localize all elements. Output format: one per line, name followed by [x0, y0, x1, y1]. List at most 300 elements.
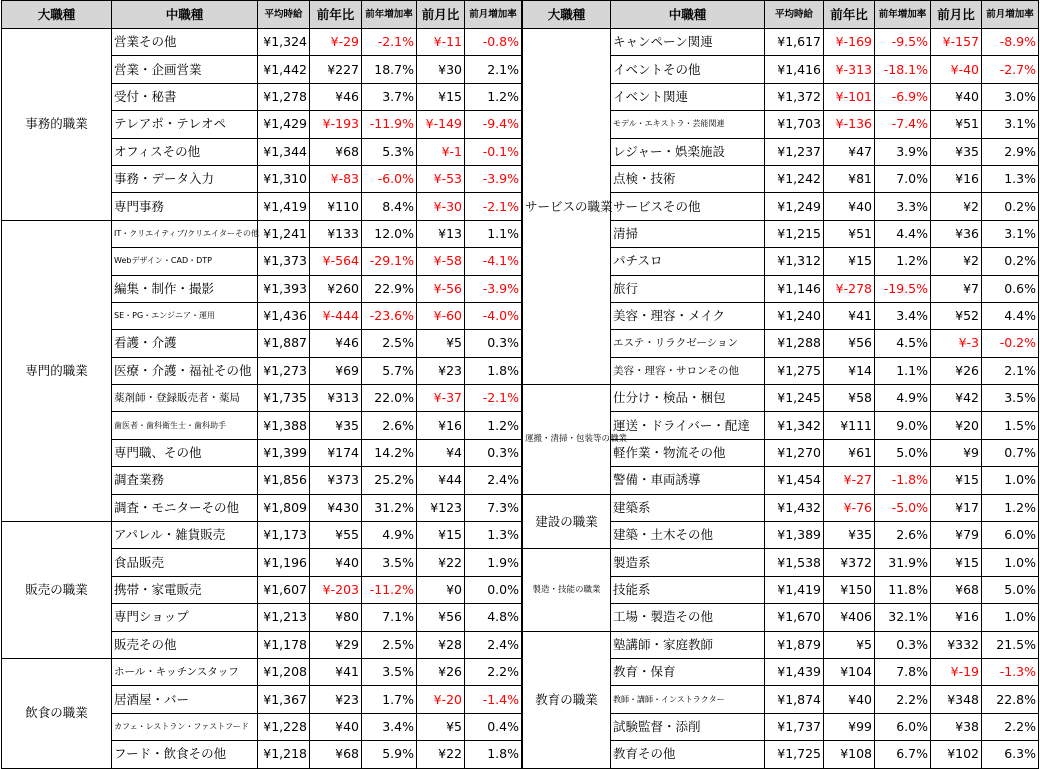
mom-diff-cell[interactable]: ¥36	[931, 220, 982, 247]
yoy-rate-cell[interactable]: 3.5%	[362, 549, 417, 576]
yoy-diff-cell[interactable]: ¥-83	[310, 165, 362, 192]
yoy-diff-cell[interactable]: ¥260	[310, 275, 362, 302]
avg-wage-cell[interactable]: ¥1,389	[765, 522, 824, 549]
mom-rate-cell[interactable]: 3.5%	[982, 385, 1039, 412]
avg-wage-cell[interactable]: ¥1,249	[765, 193, 824, 220]
minor-category-cell[interactable]: 運送・ドライバー・配達	[611, 412, 765, 439]
mom-rate-cell[interactable]: 1.0%	[982, 467, 1039, 494]
minor-category-cell[interactable]: カフェ・レストラン・ファストフード	[112, 713, 258, 740]
minor-category-cell[interactable]: 医療・介護・福祉その他	[112, 357, 258, 384]
yoy-diff-cell[interactable]: ¥68	[310, 138, 362, 165]
avg-wage-cell[interactable]: ¥1,419	[765, 576, 824, 603]
avg-wage-cell[interactable]: ¥1,344	[258, 138, 310, 165]
mom-diff-cell[interactable]: ¥348	[931, 686, 982, 713]
avg-wage-cell[interactable]: ¥1,367	[258, 686, 310, 713]
mom-diff-cell[interactable]: ¥79	[931, 522, 982, 549]
minor-category-cell[interactable]: オフィスその他	[112, 138, 258, 165]
yoy-diff-cell[interactable]: ¥-278	[824, 275, 875, 302]
minor-category-cell[interactable]: 専門事務	[112, 193, 258, 220]
avg-wage-cell[interactable]: ¥1,725	[765, 741, 824, 768]
yoy-diff-cell[interactable]: ¥430	[310, 494, 362, 521]
avg-wage-cell[interactable]: ¥1,856	[258, 467, 310, 494]
yoy-diff-cell[interactable]: ¥-169	[824, 29, 875, 56]
mom-rate-cell[interactable]: 0.3%	[465, 439, 522, 466]
yoy-diff-cell[interactable]: ¥23	[310, 686, 362, 713]
yoy-rate-cell[interactable]: 3.4%	[875, 302, 931, 329]
mom-diff-cell[interactable]: ¥15	[931, 467, 982, 494]
col-header-yoy-rate[interactable]: 前年増加率	[875, 1, 931, 29]
mom-diff-cell[interactable]: ¥2	[931, 193, 982, 220]
mom-diff-cell[interactable]: ¥123	[417, 494, 465, 521]
mom-diff-cell[interactable]: ¥-19	[931, 658, 982, 685]
yoy-rate-cell[interactable]: 9.0%	[875, 412, 931, 439]
mom-diff-cell[interactable]: ¥15	[417, 522, 465, 549]
avg-wage-cell[interactable]: ¥1,372	[765, 83, 824, 110]
avg-wage-cell[interactable]: ¥1,310	[258, 165, 310, 192]
yoy-diff-cell[interactable]: ¥40	[824, 686, 875, 713]
yoy-rate-cell[interactable]: -11.2%	[362, 576, 417, 603]
mom-rate-cell[interactable]: 0.7%	[982, 439, 1039, 466]
minor-category-cell[interactable]: 塾講師・家庭教師	[611, 631, 765, 658]
avg-wage-cell[interactable]: ¥1,278	[258, 83, 310, 110]
yoy-diff-cell[interactable]: ¥-564	[310, 248, 362, 275]
mom-rate-cell[interactable]: 6.0%	[982, 522, 1039, 549]
mom-diff-cell[interactable]: ¥-37	[417, 385, 465, 412]
yoy-diff-cell[interactable]: ¥15	[824, 248, 875, 275]
mom-rate-cell[interactable]: 4.4%	[982, 302, 1039, 329]
mom-diff-cell[interactable]: ¥-30	[417, 193, 465, 220]
avg-wage-cell[interactable]: ¥1,607	[258, 576, 310, 603]
mom-rate-cell[interactable]: -3.9%	[465, 165, 522, 192]
minor-category-cell[interactable]: 清掃	[611, 220, 765, 247]
minor-category-cell[interactable]: Webデザイン・CAD・DTP	[112, 248, 258, 275]
yoy-rate-cell[interactable]: 22.0%	[362, 385, 417, 412]
col-header-major[interactable]: 大職種	[2, 1, 112, 29]
mom-rate-cell[interactable]: 2.2%	[982, 713, 1039, 740]
mom-rate-cell[interactable]: 1.0%	[982, 549, 1039, 576]
mom-rate-cell[interactable]: 1.2%	[982, 494, 1039, 521]
yoy-diff-cell[interactable]: ¥227	[310, 56, 362, 83]
yoy-rate-cell[interactable]: 6.0%	[875, 713, 931, 740]
mom-rate-cell[interactable]: -2.1%	[465, 385, 522, 412]
mom-diff-cell[interactable]: ¥332	[931, 631, 982, 658]
yoy-rate-cell[interactable]: 8.4%	[362, 193, 417, 220]
mom-diff-cell[interactable]: ¥51	[931, 111, 982, 138]
yoy-rate-cell[interactable]: 4.9%	[875, 385, 931, 412]
minor-category-cell[interactable]: 教師・講師・インストラクター	[611, 686, 765, 713]
yoy-diff-cell[interactable]: ¥-313	[824, 56, 875, 83]
minor-category-cell[interactable]: 販売その他	[112, 631, 258, 658]
major-category-cell[interactable]: 専門的職業	[2, 220, 112, 521]
avg-wage-cell[interactable]: ¥1,178	[258, 631, 310, 658]
yoy-diff-cell[interactable]: ¥5	[824, 631, 875, 658]
minor-category-cell[interactable]: 仕分け・検品・梱包	[611, 385, 765, 412]
yoy-rate-cell[interactable]: 1.7%	[362, 686, 417, 713]
col-header-mom-rate[interactable]: 前月増加率	[465, 1, 522, 29]
minor-category-cell[interactable]: 事務・データ入力	[112, 165, 258, 192]
mom-rate-cell[interactable]: 2.1%	[982, 357, 1039, 384]
minor-category-cell[interactable]: キャンペーン関連	[611, 29, 765, 56]
minor-category-cell[interactable]: SE・PG・エンジニア・運用	[112, 302, 258, 329]
major-category-cell[interactable]: 飲食の職業	[2, 658, 112, 768]
avg-wage-cell[interactable]: ¥1,399	[258, 439, 310, 466]
minor-category-cell[interactable]: サービスその他	[611, 193, 765, 220]
mom-diff-cell[interactable]: ¥-40	[931, 56, 982, 83]
mom-diff-cell[interactable]: ¥35	[931, 138, 982, 165]
avg-wage-cell[interactable]: ¥1,312	[765, 248, 824, 275]
yoy-diff-cell[interactable]: ¥46	[310, 83, 362, 110]
yoy-rate-cell[interactable]: 4.9%	[362, 522, 417, 549]
mom-diff-cell[interactable]: ¥-20	[417, 686, 465, 713]
minor-category-cell[interactable]: 教育その他	[611, 741, 765, 768]
mom-diff-cell[interactable]: ¥4	[417, 439, 465, 466]
mom-rate-cell[interactable]: -0.1%	[465, 138, 522, 165]
yoy-diff-cell[interactable]: ¥174	[310, 439, 362, 466]
yoy-diff-cell[interactable]: ¥68	[310, 741, 362, 768]
mom-rate-cell[interactable]: -0.8%	[465, 29, 522, 56]
major-category-cell[interactable]: 運搬・清掃・包装等の職業	[523, 385, 611, 495]
yoy-diff-cell[interactable]: ¥29	[310, 631, 362, 658]
mom-rate-cell[interactable]: 0.2%	[982, 193, 1039, 220]
yoy-rate-cell[interactable]: -23.6%	[362, 302, 417, 329]
minor-category-cell[interactable]: 看護・介護	[112, 330, 258, 357]
yoy-diff-cell[interactable]: ¥35	[824, 522, 875, 549]
mom-rate-cell[interactable]: 7.3%	[465, 494, 522, 521]
mom-rate-cell[interactable]: 6.3%	[982, 741, 1039, 768]
mom-rate-cell[interactable]: 4.8%	[465, 604, 522, 631]
col-header-mom[interactable]: 前月比	[931, 1, 982, 29]
minor-category-cell[interactable]: 専門ショップ	[112, 604, 258, 631]
yoy-rate-cell[interactable]: -7.4%	[875, 111, 931, 138]
mom-diff-cell[interactable]: ¥-157	[931, 29, 982, 56]
mom-rate-cell[interactable]: 1.0%	[982, 604, 1039, 631]
mom-diff-cell[interactable]: ¥-11	[417, 29, 465, 56]
yoy-rate-cell[interactable]: 7.0%	[875, 165, 931, 192]
mom-diff-cell[interactable]: ¥5	[417, 713, 465, 740]
mom-diff-cell[interactable]: ¥15	[417, 83, 465, 110]
yoy-rate-cell[interactable]: -5.0%	[875, 494, 931, 521]
avg-wage-cell[interactable]: ¥1,342	[765, 412, 824, 439]
yoy-diff-cell[interactable]: ¥58	[824, 385, 875, 412]
col-header-yoy[interactable]: 前年比	[310, 1, 362, 29]
yoy-rate-cell[interactable]: 4.5%	[875, 330, 931, 357]
mom-diff-cell[interactable]: ¥16	[931, 604, 982, 631]
yoy-rate-cell[interactable]: 5.9%	[362, 741, 417, 768]
mom-diff-cell[interactable]: ¥26	[417, 658, 465, 685]
mom-rate-cell[interactable]: -9.4%	[465, 111, 522, 138]
mom-diff-cell[interactable]: ¥-60	[417, 302, 465, 329]
yoy-rate-cell[interactable]: 5.3%	[362, 138, 417, 165]
minor-category-cell[interactable]: イベントその他	[611, 56, 765, 83]
mom-rate-cell[interactable]: 0.6%	[982, 275, 1039, 302]
yoy-diff-cell[interactable]: ¥51	[824, 220, 875, 247]
avg-wage-cell[interactable]: ¥1,703	[765, 111, 824, 138]
mom-diff-cell[interactable]: ¥17	[931, 494, 982, 521]
yoy-diff-cell[interactable]: ¥104	[824, 658, 875, 685]
avg-wage-cell[interactable]: ¥1,270	[765, 439, 824, 466]
avg-wage-cell[interactable]: ¥1,454	[765, 467, 824, 494]
avg-wage-cell[interactable]: ¥1,213	[258, 604, 310, 631]
mom-rate-cell[interactable]: 3.0%	[982, 83, 1039, 110]
avg-wage-cell[interactable]: ¥1,288	[765, 330, 824, 357]
yoy-diff-cell[interactable]: ¥373	[310, 467, 362, 494]
minor-category-cell[interactable]: モデル・エキストラ・芸能関連	[611, 111, 765, 138]
yoy-diff-cell[interactable]: ¥55	[310, 522, 362, 549]
col-header-major[interactable]: 大職種	[523, 1, 611, 29]
mom-rate-cell[interactable]: 1.2%	[465, 412, 522, 439]
yoy-rate-cell[interactable]: -6.9%	[875, 83, 931, 110]
yoy-diff-cell[interactable]: ¥69	[310, 357, 362, 384]
mom-rate-cell[interactable]: -0.2%	[982, 330, 1039, 357]
minor-category-cell[interactable]: 歯医者・歯科衛生士・歯科助手	[112, 412, 258, 439]
yoy-diff-cell[interactable]: ¥-136	[824, 111, 875, 138]
minor-category-cell[interactable]: 工場・製造その他	[611, 604, 765, 631]
yoy-diff-cell[interactable]: ¥-27	[824, 467, 875, 494]
mom-rate-cell[interactable]: 3.1%	[982, 220, 1039, 247]
yoy-diff-cell[interactable]: ¥-444	[310, 302, 362, 329]
yoy-diff-cell[interactable]: ¥40	[310, 549, 362, 576]
mom-rate-cell[interactable]: -4.1%	[465, 248, 522, 275]
mom-diff-cell[interactable]: ¥-53	[417, 165, 465, 192]
mom-rate-cell[interactable]: 1.9%	[465, 549, 522, 576]
minor-category-cell[interactable]: 受付・秘書	[112, 83, 258, 110]
yoy-rate-cell[interactable]: 3.7%	[362, 83, 417, 110]
mom-rate-cell[interactable]: 2.9%	[982, 138, 1039, 165]
avg-wage-cell[interactable]: ¥1,432	[765, 494, 824, 521]
mom-rate-cell[interactable]: -1.3%	[982, 658, 1039, 685]
yoy-rate-cell[interactable]: 2.6%	[362, 412, 417, 439]
yoy-diff-cell[interactable]: ¥80	[310, 604, 362, 631]
mom-diff-cell[interactable]: ¥52	[931, 302, 982, 329]
mom-rate-cell[interactable]: 0.4%	[465, 713, 522, 740]
mom-diff-cell[interactable]: ¥22	[417, 741, 465, 768]
mom-diff-cell[interactable]: ¥23	[417, 357, 465, 384]
yoy-diff-cell[interactable]: ¥372	[824, 549, 875, 576]
avg-wage-cell[interactable]: ¥1,538	[765, 549, 824, 576]
minor-category-cell[interactable]: レジャー・娯楽施設	[611, 138, 765, 165]
mom-rate-cell[interactable]: 1.8%	[465, 357, 522, 384]
minor-category-cell[interactable]: IT・クリエイティブ/クリエイターその他	[112, 220, 258, 247]
yoy-diff-cell[interactable]: ¥56	[824, 330, 875, 357]
avg-wage-cell[interactable]: ¥1,439	[765, 658, 824, 685]
avg-wage-cell[interactable]: ¥1,373	[258, 248, 310, 275]
avg-wage-cell[interactable]: ¥1,416	[765, 56, 824, 83]
yoy-rate-cell[interactable]: 22.9%	[362, 275, 417, 302]
mom-rate-cell[interactable]: 2.4%	[465, 467, 522, 494]
yoy-diff-cell[interactable]: ¥111	[824, 412, 875, 439]
col-header-minor[interactable]: 中職種	[112, 1, 258, 29]
mom-diff-cell[interactable]: ¥44	[417, 467, 465, 494]
mom-rate-cell[interactable]: -3.9%	[465, 275, 522, 302]
mom-rate-cell[interactable]: 2.1%	[465, 56, 522, 83]
mom-diff-cell[interactable]: ¥28	[417, 631, 465, 658]
mom-diff-cell[interactable]: ¥102	[931, 741, 982, 768]
yoy-diff-cell[interactable]: ¥81	[824, 165, 875, 192]
avg-wage-cell[interactable]: ¥1,887	[258, 330, 310, 357]
yoy-rate-cell[interactable]: 1.2%	[875, 248, 931, 275]
yoy-rate-cell[interactable]: 5.0%	[875, 439, 931, 466]
mom-diff-cell[interactable]: ¥40	[931, 83, 982, 110]
yoy-diff-cell[interactable]: ¥40	[310, 713, 362, 740]
yoy-diff-cell[interactable]: ¥14	[824, 357, 875, 384]
mom-diff-cell[interactable]: ¥-3	[931, 330, 982, 357]
yoy-diff-cell[interactable]: ¥150	[824, 576, 875, 603]
yoy-diff-cell[interactable]: ¥47	[824, 138, 875, 165]
minor-category-cell[interactable]: 技能系	[611, 576, 765, 603]
yoy-rate-cell[interactable]: 11.8%	[875, 576, 931, 603]
avg-wage-cell[interactable]: ¥1,228	[258, 713, 310, 740]
yoy-rate-cell[interactable]: 3.3%	[875, 193, 931, 220]
avg-wage-cell[interactable]: ¥1,324	[258, 29, 310, 56]
minor-category-cell[interactable]: エステ・リラクゼーション	[611, 330, 765, 357]
mom-diff-cell[interactable]: ¥26	[931, 357, 982, 384]
yoy-diff-cell[interactable]: ¥-76	[824, 494, 875, 521]
yoy-rate-cell[interactable]: 2.6%	[875, 522, 931, 549]
avg-wage-cell[interactable]: ¥1,436	[258, 302, 310, 329]
mom-rate-cell[interactable]: 0.0%	[465, 576, 522, 603]
major-category-cell[interactable]: 製造・技能の職業	[523, 549, 611, 631]
major-category-cell[interactable]: 建設の職業	[523, 494, 611, 549]
avg-wage-cell[interactable]: ¥1,809	[258, 494, 310, 521]
yoy-diff-cell[interactable]: ¥-101	[824, 83, 875, 110]
avg-wage-cell[interactable]: ¥1,218	[258, 741, 310, 768]
col-header-mom-rate[interactable]: 前月増加率	[982, 1, 1039, 29]
avg-wage-cell[interactable]: ¥1,874	[765, 686, 824, 713]
mom-rate-cell[interactable]: 1.5%	[982, 412, 1039, 439]
yoy-rate-cell[interactable]: -19.5%	[875, 275, 931, 302]
mom-diff-cell[interactable]: ¥20	[931, 412, 982, 439]
mom-rate-cell[interactable]: 1.8%	[465, 741, 522, 768]
col-header-avg-wage[interactable]: 平均時給	[765, 1, 824, 29]
mom-diff-cell[interactable]: ¥9	[931, 439, 982, 466]
avg-wage-cell[interactable]: ¥1,879	[765, 631, 824, 658]
yoy-diff-cell[interactable]: ¥35	[310, 412, 362, 439]
mom-rate-cell[interactable]: 1.3%	[465, 522, 522, 549]
yoy-diff-cell[interactable]: ¥110	[310, 193, 362, 220]
mom-rate-cell[interactable]: 0.2%	[982, 248, 1039, 275]
col-header-yoy[interactable]: 前年比	[824, 1, 875, 29]
yoy-rate-cell[interactable]: 31.2%	[362, 494, 417, 521]
mom-diff-cell[interactable]: ¥-149	[417, 111, 465, 138]
yoy-rate-cell[interactable]: 31.9%	[875, 549, 931, 576]
col-header-avg-wage[interactable]: 平均時給	[258, 1, 310, 29]
mom-diff-cell[interactable]: ¥42	[931, 385, 982, 412]
minor-category-cell[interactable]: 美容・理容・メイク	[611, 302, 765, 329]
avg-wage-cell[interactable]: ¥1,208	[258, 658, 310, 685]
mom-rate-cell[interactable]: -1.4%	[465, 686, 522, 713]
mom-diff-cell[interactable]: ¥16	[417, 412, 465, 439]
major-category-cell[interactable]: 教育の職業	[523, 631, 611, 768]
avg-wage-cell[interactable]: ¥1,442	[258, 56, 310, 83]
yoy-rate-cell[interactable]: 1.1%	[875, 357, 931, 384]
yoy-rate-cell[interactable]: 32.1%	[875, 604, 931, 631]
avg-wage-cell[interactable]: ¥1,393	[258, 275, 310, 302]
minor-category-cell[interactable]: 食品販売	[112, 549, 258, 576]
mom-rate-cell[interactable]: 1.3%	[982, 165, 1039, 192]
col-header-yoy-rate[interactable]: 前年増加率	[362, 1, 417, 29]
minor-category-cell[interactable]: 調査業務	[112, 467, 258, 494]
minor-category-cell[interactable]: 製造系	[611, 549, 765, 576]
yoy-rate-cell[interactable]: 3.5%	[362, 658, 417, 685]
mom-diff-cell[interactable]: ¥68	[931, 576, 982, 603]
minor-category-cell[interactable]: ホール・キッチンスタッフ	[112, 658, 258, 685]
mom-rate-cell[interactable]: 5.0%	[982, 576, 1039, 603]
avg-wage-cell[interactable]: ¥1,173	[258, 522, 310, 549]
mom-diff-cell[interactable]: ¥13	[417, 220, 465, 247]
yoy-rate-cell[interactable]: 25.2%	[362, 467, 417, 494]
minor-category-cell[interactable]: 薬剤師・登録販売者・薬局	[112, 385, 258, 412]
avg-wage-cell[interactable]: ¥1,737	[765, 713, 824, 740]
avg-wage-cell[interactable]: ¥1,215	[765, 220, 824, 247]
mom-diff-cell[interactable]: ¥-58	[417, 248, 465, 275]
yoy-rate-cell[interactable]: 7.1%	[362, 604, 417, 631]
minor-category-cell[interactable]: イベント関連	[611, 83, 765, 110]
avg-wage-cell[interactable]: ¥1,419	[258, 193, 310, 220]
avg-wage-cell[interactable]: ¥1,146	[765, 275, 824, 302]
mom-diff-cell[interactable]: ¥22	[417, 549, 465, 576]
minor-category-cell[interactable]: 建築系	[611, 494, 765, 521]
yoy-rate-cell[interactable]: 5.7%	[362, 357, 417, 384]
yoy-rate-cell[interactable]: -1.8%	[875, 467, 931, 494]
mom-diff-cell[interactable]: ¥16	[931, 165, 982, 192]
mom-diff-cell[interactable]: ¥30	[417, 56, 465, 83]
avg-wage-cell[interactable]: ¥1,241	[258, 220, 310, 247]
minor-category-cell[interactable]: 営業・企画営業	[112, 56, 258, 83]
yoy-diff-cell[interactable]: ¥61	[824, 439, 875, 466]
yoy-rate-cell[interactable]: 0.3%	[875, 631, 931, 658]
minor-category-cell[interactable]: 点検・技術	[611, 165, 765, 192]
minor-category-cell[interactable]: 美容・理容・サロンその他	[611, 357, 765, 384]
mom-rate-cell[interactable]: 2.4%	[465, 631, 522, 658]
avg-wage-cell[interactable]: ¥1,617	[765, 29, 824, 56]
yoy-diff-cell[interactable]: ¥313	[310, 385, 362, 412]
avg-wage-cell[interactable]: ¥1,429	[258, 111, 310, 138]
mom-diff-cell[interactable]: ¥56	[417, 604, 465, 631]
yoy-diff-cell[interactable]: ¥41	[310, 658, 362, 685]
yoy-rate-cell[interactable]: 3.9%	[875, 138, 931, 165]
minor-category-cell[interactable]: 試験監督・添削	[611, 713, 765, 740]
minor-category-cell[interactable]: 旅行	[611, 275, 765, 302]
avg-wage-cell[interactable]: ¥1,275	[765, 357, 824, 384]
minor-category-cell[interactable]: 調査・モニターその他	[112, 494, 258, 521]
minor-category-cell[interactable]: 軽作業・物流その他	[611, 439, 765, 466]
minor-category-cell[interactable]: 専門職、その他	[112, 439, 258, 466]
mom-diff-cell[interactable]: ¥-1	[417, 138, 465, 165]
mom-diff-cell[interactable]: ¥5	[417, 330, 465, 357]
avg-wage-cell[interactable]: ¥1,196	[258, 549, 310, 576]
yoy-rate-cell[interactable]: -29.1%	[362, 248, 417, 275]
minor-category-cell[interactable]: 教育・保育	[611, 658, 765, 685]
minor-category-cell[interactable]: アパレル・雑貨販売	[112, 522, 258, 549]
yoy-rate-cell[interactable]: -9.5%	[875, 29, 931, 56]
minor-category-cell[interactable]: 携帯・家電販売	[112, 576, 258, 603]
minor-category-cell[interactable]: 編集・制作・撮影	[112, 275, 258, 302]
yoy-rate-cell[interactable]: -2.1%	[362, 29, 417, 56]
avg-wage-cell[interactable]: ¥1,237	[765, 138, 824, 165]
mom-diff-cell[interactable]: ¥15	[931, 549, 982, 576]
mom-rate-cell[interactable]: -4.0%	[465, 302, 522, 329]
avg-wage-cell[interactable]: ¥1,388	[258, 412, 310, 439]
mom-diff-cell[interactable]: ¥38	[931, 713, 982, 740]
mom-rate-cell[interactable]: 21.5%	[982, 631, 1039, 658]
avg-wage-cell[interactable]: ¥1,245	[765, 385, 824, 412]
avg-wage-cell[interactable]: ¥1,735	[258, 385, 310, 412]
yoy-rate-cell[interactable]: -6.0%	[362, 165, 417, 192]
mom-rate-cell[interactable]: -2.7%	[982, 56, 1039, 83]
mom-rate-cell[interactable]: 0.3%	[465, 330, 522, 357]
minor-category-cell[interactable]: 建築・土木その他	[611, 522, 765, 549]
mom-rate-cell[interactable]: 22.8%	[982, 686, 1039, 713]
